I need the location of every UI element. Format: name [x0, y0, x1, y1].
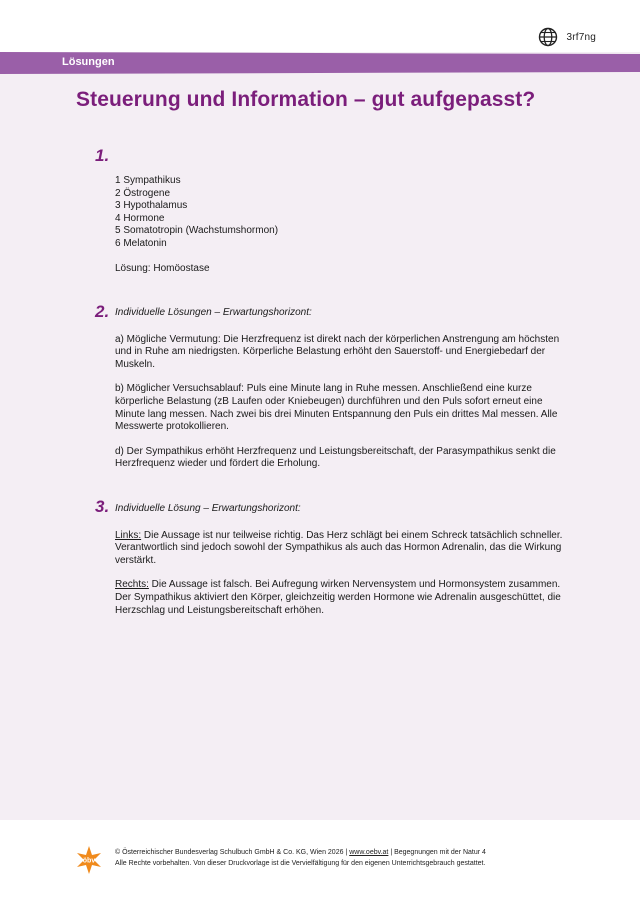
footer-line-1	[115, 848, 486, 859]
footer-text	[115, 848, 486, 869]
task-2-paragraph-a: a) Mögliche Vermutung: Die Herzfrequenz ist direkt nach der körperlichen Anstrengung am höchsten und in Ruhe am niedrigsten. Körperliche Belastung erhöht den Sauerstoff- und Energiebedarf der Muskeln.	[115, 333, 560, 370]
task-3-heading: Individuelle Lösung – Erwartungshorizont:	[115, 503, 301, 514]
globe-icon	[538, 27, 558, 47]
task-3-right	[115, 579, 575, 617]
list-item: 4 Hormone	[115, 212, 165, 224]
list-item: 3 Hypothalamus	[115, 200, 188, 212]
task-2-content	[115, 307, 575, 471]
task-3-content	[115, 503, 575, 617]
section-ribbon	[0, 52, 640, 74]
right-text: Die Aussage ist falsch. Bei Aufregung wirken Nervensystem und Hormonsystem zusammen. Der Sympathikus aktiviert den Körper, gleichzeitig werden Hormone wie Adrenalin ausgeschüttet, die Herzschlag und Leistungsbereitschaft erhöhen.	[115, 579, 561, 616]
right-label: Rechts:	[115, 579, 149, 591]
task-3-number: 3.	[95, 497, 110, 516]
task-2-number: 2.	[95, 302, 110, 321]
web-code-label: 3rf7ng	[566, 31, 596, 43]
page-title: Steuerung und Information – gut aufgepasst?	[76, 88, 536, 111]
task-1-solution: Lösung: Homöostase	[115, 262, 210, 274]
web-code[interactable]	[538, 27, 596, 47]
left-label: Links:	[115, 529, 142, 541]
task-1-content	[115, 175, 575, 275]
list-item: 2 Östrogene	[115, 187, 171, 199]
task-2-paragraph-b: b) Möglicher Versuchsablauf: Puls eine Minute lang in Ruhe messen. Anschließend eine kurze körperliche Belastung (zB Laufen oder Kniebeugen) durchführen und den Puls sofort erneut eine Minute lang messen. Nach zwei bis drei Minuten Entspannung den Puls ein drittes Mal messen. Alle Messwerte protokollieren.	[115, 383, 558, 433]
section-label: Lösungen	[62, 56, 115, 68]
task-3-left	[115, 530, 575, 568]
task-1-list	[115, 175, 575, 251]
logo-text: öbv	[82, 857, 96, 865]
book-title-text: | Begegnungen mit der Natur 4	[388, 849, 486, 856]
oebv-logo	[74, 845, 104, 875]
list-item: 6 Melatonin	[115, 237, 167, 249]
left-text: Die Aussage ist nur teilweise richtig. Das Herz schlägt bei einem Schreck tatsächlich schneller. Verantwortlich sind jedoch sowohl der Sympathikus als auch das Hormon Adrenalin, das die Wirkung verstärkt.	[115, 529, 563, 566]
task-1-number: 1.	[95, 146, 110, 165]
publisher-link[interactable]: www.oebv.at	[349, 849, 389, 856]
task-2-paragraph-d: d) Der Sympathikus erhöht Herzfrequenz und Leistungsbereitschaft, der Parasympathikus senkt die Herzfrequenz wieder und fördert die Erholung.	[115, 445, 556, 470]
task-2-heading: Individuelle Lösungen – Erwartungshorizont:	[115, 307, 312, 318]
list-item: 5 Somatotropin (Wachstumshormon)	[115, 225, 279, 237]
copyright-text: © Österreichischer Bundesverlag Schulbuch GmbH & Co. KG, Wien 2026 |	[115, 849, 350, 856]
list-item: 1 Sympathikus	[115, 175, 181, 186]
footer-line-2: Alle Rechte vorbehalten. Von dieser Druckvorlage ist die Vervielfältigung für den eigenen Unterrichtsgebrauch gestattet.	[115, 859, 486, 867]
